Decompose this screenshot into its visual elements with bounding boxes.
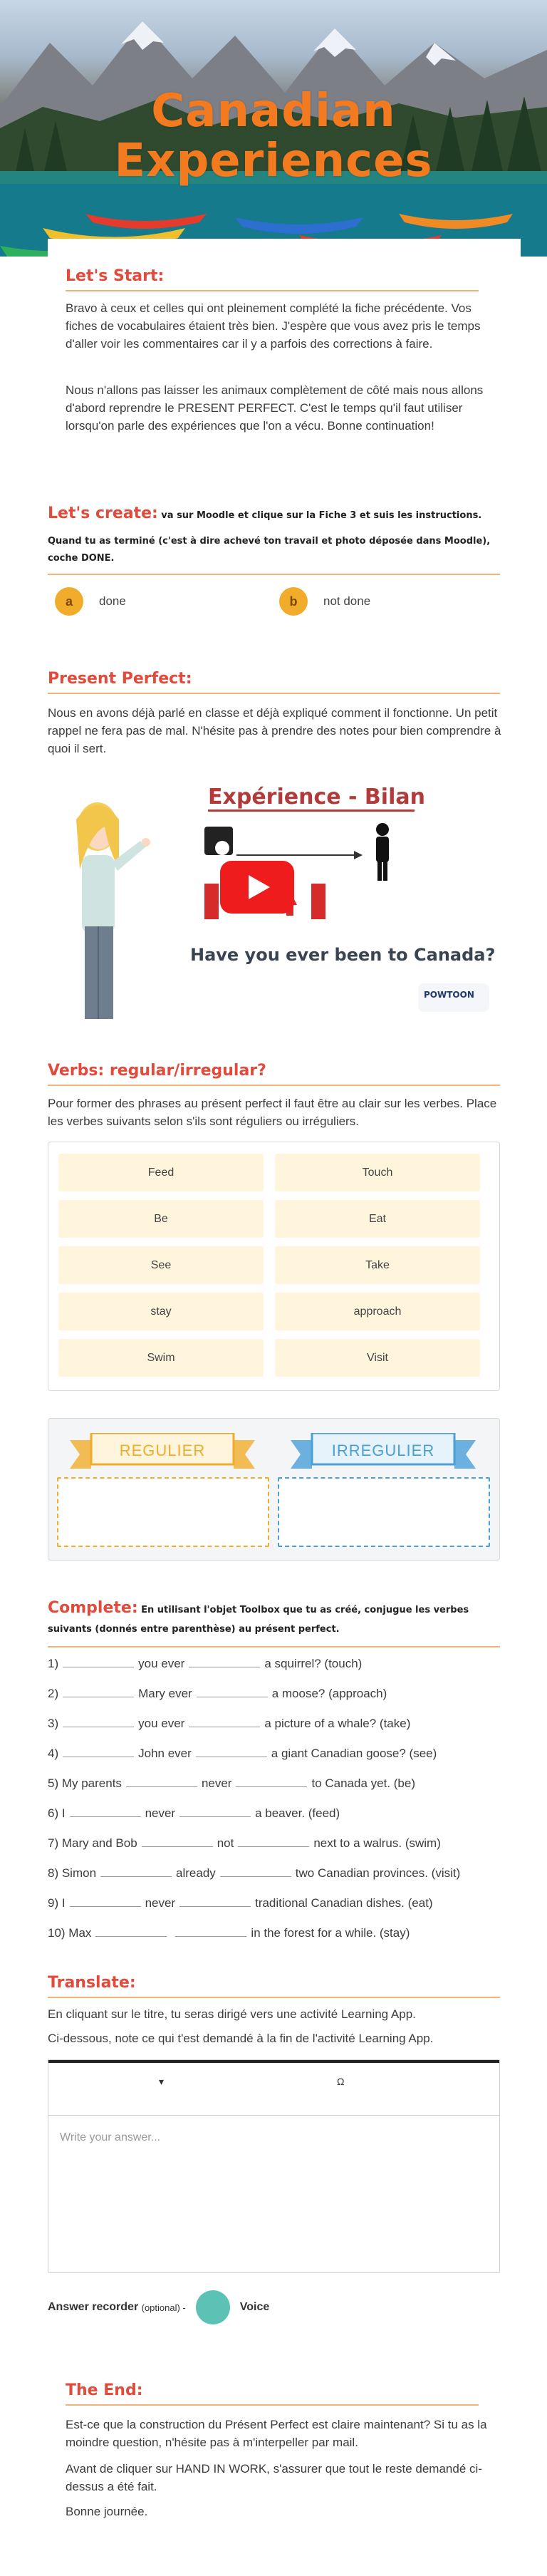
option-done-label[interactable]: done — [99, 594, 126, 608]
answer-blank[interactable] — [179, 1894, 251, 1907]
verb-chip[interactable]: Feed — [58, 1154, 264, 1191]
option-a-badge[interactable]: a — [55, 587, 83, 616]
answer-recorder — [48, 2290, 269, 2324]
teacher-figure — [76, 802, 150, 1019]
option-b-badge[interactable]: b — [279, 587, 308, 616]
option-not-done[interactable] — [279, 587, 370, 616]
record-voice-button[interactable] — [196, 2290, 230, 2324]
answer-blank[interactable] — [189, 1655, 260, 1667]
answer-blank[interactable] — [189, 1714, 260, 1727]
lets-start-paragraph-1: Bravo à ceux et celles qui ont pleinement complété la fiche précédente. Vos fiches de vocabulaires étaient très bien. J'espère que vous avez pris le temps d'aller voir les commentaires car il y a parfois des corrections à faire. — [66, 301, 481, 351]
answer-blank[interactable] — [196, 1744, 267, 1757]
translate-title[interactable]: Translate: — [48, 1974, 136, 1992]
complete-title: Complete: — [48, 1599, 138, 1617]
answer-blank[interactable] — [238, 1834, 309, 1847]
lets-start-paragraph-2: Nous n'allons pas laisser les animaux complètement de côté mais nous allons d'abord reprendre le PRESENT PERFECT. C'est le temps qu'il faut utiliser lorsqu'on parle des expériences que l'on a vécu. Bonne continuation! — [66, 383, 484, 433]
divider — [48, 1997, 500, 1998]
divider — [48, 574, 500, 575]
sentence-3: 3) you ever a picture of a whale? (take) — [48, 1714, 410, 1733]
answer-blank[interactable] — [100, 1864, 172, 1877]
play-button-icon[interactable] — [220, 861, 294, 914]
hero-title-line2: Experiences — [114, 135, 433, 187]
verbs-sort-area — [48, 1418, 500, 1561]
verb-chip[interactable]: approach — [275, 1293, 480, 1330]
the-end-paragraph-2: Avant de cliquer sur HAND IN WORK, s'assurer que tout le reste demandé ci-dessus a été fait. — [66, 2462, 482, 2493]
recorder-optional: (optional) - — [141, 2302, 186, 2313]
sentence-4: 4) John ever a giant Canadian goose? (see) — [48, 1744, 437, 1763]
translate-text-2: Ci-dessous, note ce qui t'est demandé à la fin de l'activité Learning App. — [48, 2032, 434, 2045]
answer-blank[interactable] — [63, 1714, 134, 1727]
video-brand: POWTOON — [424, 990, 474, 1000]
complete-header — [48, 1599, 504, 1639]
lets-create-header — [48, 505, 504, 522]
special-characters-icon[interactable]: Ω — [337, 2076, 345, 2087]
verbs-title: Verbs: regular/irregular? — [48, 1062, 266, 1080]
answer-blank[interactable] — [220, 1864, 291, 1877]
recorder-voice-label: Voice — [239, 2301, 270, 2313]
answer-placeholder[interactable]: Write your answer... — [60, 2131, 161, 2143]
lets-start-title: Let's Start: — [66, 267, 165, 285]
verb-chip[interactable]: Touch — [275, 1154, 480, 1191]
answer-blank[interactable] — [95, 1924, 167, 1937]
verb-chip[interactable]: See — [58, 1246, 264, 1284]
editor-toolbar — [48, 2060, 499, 2116]
verbs-drag-source — [48, 1142, 500, 1391]
answer-blank[interactable] — [179, 1804, 251, 1817]
present-perfect-title: Present Perfect: — [48, 670, 192, 688]
sentence-5: 5) My parents never to Canada yet. (be) — [48, 1774, 415, 1793]
sentence-10: 10) Max in the forest for a while. (stay) — [48, 1924, 410, 1943]
the-end-paragraph-1: Est-ce que la construction du Présent Perfect est claire maintenant? Si tu as la moindre question, n'hésite pas à m'interpeller par mail. — [66, 2418, 487, 2449]
sentence-7: 7) Mary and Bob not next to a walrus. (swim) — [48, 1834, 441, 1853]
lets-start-section — [48, 239, 521, 460]
divider — [48, 1085, 500, 1086]
answer-blank[interactable] — [63, 1685, 134, 1697]
ribbon-regular — [70, 1433, 255, 1469]
verb-chip[interactable]: Visit — [275, 1339, 480, 1377]
video-question: Have you ever been to Canada? — [190, 945, 496, 965]
hero-title-line1: Canadian — [151, 85, 396, 138]
video-player[interactable] — [48, 777, 500, 1026]
zone-irregular-label: IRREGULIER — [331, 1442, 435, 1459]
answer-blank[interactable] — [63, 1744, 134, 1757]
answer-blank[interactable] — [70, 1804, 141, 1817]
divider — [48, 1646, 500, 1647]
lets-create-instruction-2: Quand tu as terminé (c'est à dire achevé ton travail et photo déposée dans Moodle), coche DONE. — [48, 536, 491, 564]
format-dropdown-icon[interactable]: ▾ — [159, 2076, 165, 2087]
lets-create-instruction-1: va sur Moodle et clique sur la Fiche 3 et suis les instructions. — [161, 510, 482, 521]
verb-chip[interactable]: Eat — [275, 1200, 480, 1238]
the-end-title: The End: — [66, 2381, 143, 2399]
translate-text-1: En cliquant sur le titre, tu seras dirigé vers une activité Learning App. — [48, 2007, 416, 2021]
drop-zone-irregular[interactable] — [278, 1477, 490, 1547]
answer-blank[interactable] — [63, 1655, 134, 1667]
lets-create-title: Let's create: — [48, 505, 158, 522]
video-thumbnail — [48, 777, 500, 1026]
option-not-done-label[interactable]: not done — [323, 594, 371, 608]
present-perfect-text: Nous en avons déjà parlé en classe et déjà expliqué comment il fonctionne. Un petit rappel ne fera pas de mal. N'hésite pas à prendre des notes pour bien comprendre à quoi il sert. — [48, 706, 501, 755]
answer-blank[interactable] — [142, 1834, 213, 1847]
drop-zone-regular[interactable] — [57, 1477, 269, 1547]
complete-instruction: En utilisant l'objet Toolbox que tu as créé, conjugue les verbes suivants (donnés entre parenthèse) au présent perfect. — [48, 1605, 469, 1635]
divider — [66, 290, 479, 291]
the-end-paragraph-3: Bonne journée. — [66, 2505, 148, 2518]
answer-blank[interactable] — [197, 1685, 268, 1697]
answer-blank[interactable] — [70, 1894, 141, 1907]
sentence-1: 1) you ever a squirrel? (touch) — [48, 1655, 362, 1673]
divider — [48, 693, 500, 694]
verb-chip[interactable]: Take — [275, 1246, 480, 1284]
sentence-6: 6) I never a beaver. (feed) — [48, 1804, 340, 1823]
verbs-text: Pour former des phrases au présent perfect il faut être au clair sur les verbes. Place les verbes suivants selon s'ils sont réguliers ou irréguliers. — [48, 1097, 497, 1128]
sentence-9: 9) I never traditional Canadian dishes. (eat) — [48, 1894, 433, 1913]
verb-chip[interactable]: Be — [58, 1200, 264, 1238]
zone-regular-label: REGULIER — [119, 1442, 206, 1459]
option-done[interactable] — [55, 587, 126, 616]
sentence-2: 2) Mary ever a moose? (approach) — [48, 1685, 387, 1703]
hero-banner — [0, 0, 547, 257]
answer-blank[interactable] — [236, 1774, 307, 1787]
sentence-8: 8) Simon already two Canadian provinces. (visit) — [48, 1864, 460, 1883]
verb-chip[interactable]: Swim — [58, 1339, 264, 1377]
answer-blank[interactable] — [126, 1774, 197, 1787]
recorder-label: Answer recorder — [48, 2301, 139, 2313]
answer-blank[interactable] — [175, 1924, 246, 1937]
answer-editor[interactable] — [48, 2059, 500, 2273]
verb-chip[interactable]: stay — [58, 1293, 264, 1330]
ribbon-irregular — [291, 1433, 476, 1469]
the-end-section — [48, 2352, 521, 2565]
video-title: Expérience - Bilan — [208, 785, 425, 809]
divider — [66, 2404, 479, 2406]
